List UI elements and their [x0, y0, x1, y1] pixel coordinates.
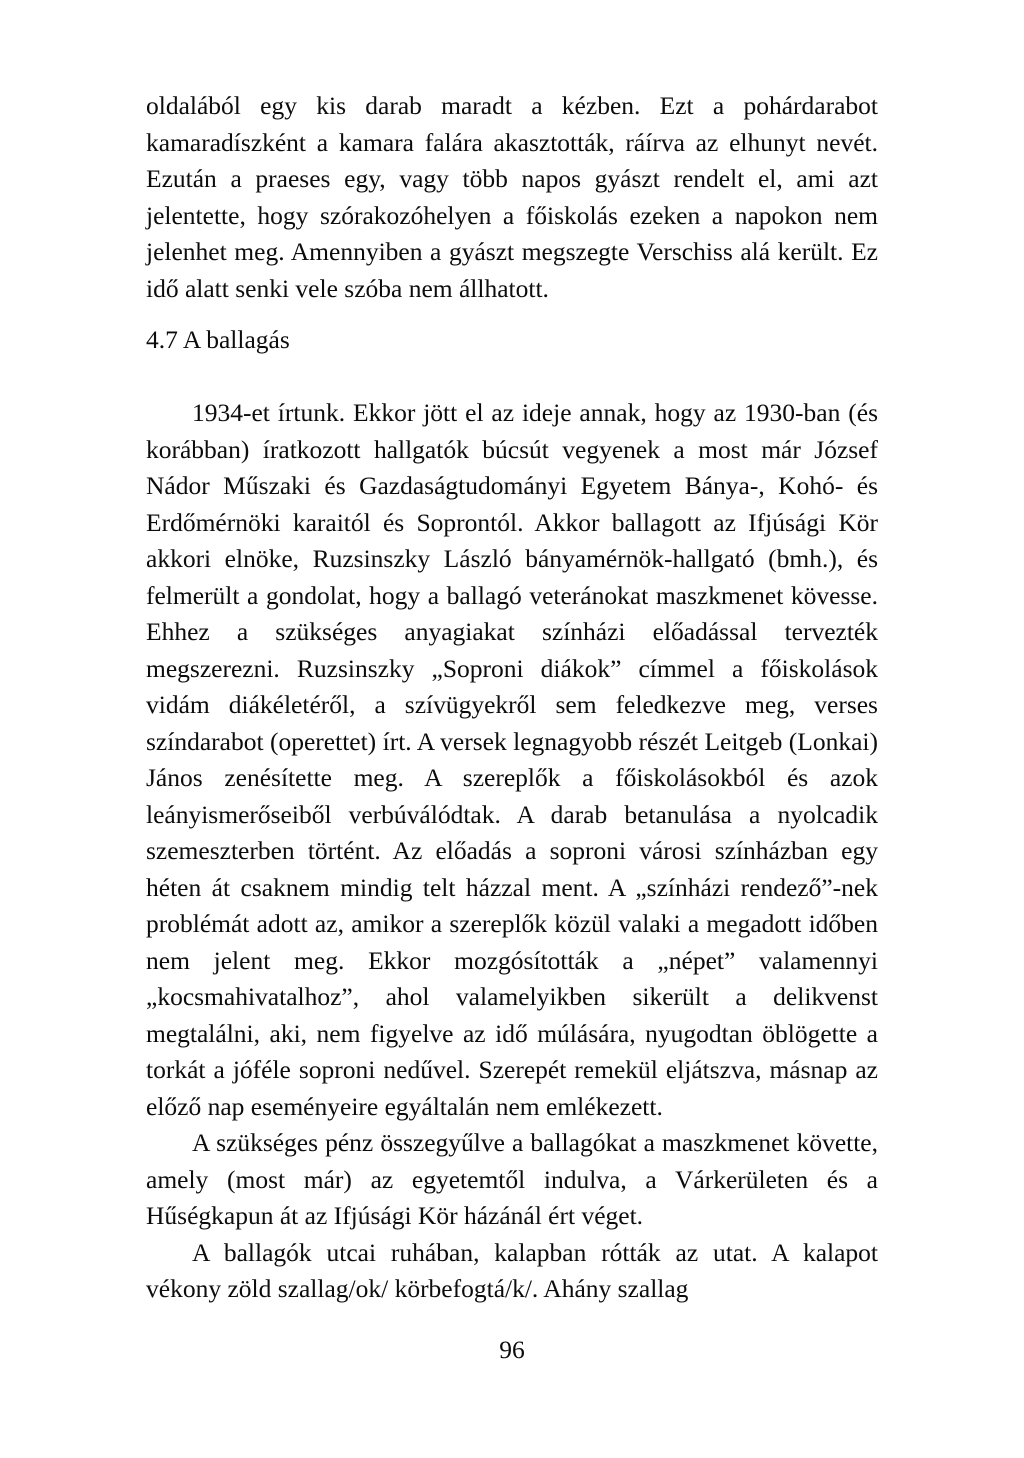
section-heading: 4.7 A ballagás [146, 325, 290, 354]
body-paragraph: A ballagók utcai ruhában, kalapban rótták az utat. A kalapot vékony zöld szallag/ok/ körbefogtá/k/. Ahány szallag [146, 1237, 878, 1303]
page-number: 96 [499, 1335, 525, 1364]
section-body [146, 395, 878, 1308]
intro-paragraph-block [146, 88, 878, 307]
body-paragraph: A szükséges pénz összegyűlve a ballagókat a maszkmenet követte, amely (most már) az egyetemtől indulva, a Várkerületen és a Hűségkapun át az Ifjúsági Kör házánál ért véget. [146, 1128, 878, 1230]
intro-paragraph: oldalából egy kis darab maradt a kézben. Ezt a pohárdarabot kamaradíszként a kamara falára akasztották, ráírva az elhunyt nevét. Ezután a praeses egy, vagy több napos gyászt rendelt el, ami azt jelentette, hogy szórakozóhelyen a főiskolás ezeken a napokon nem jelenhet meg. Amennyiben a gyászt megszegte Verschiss alá került. Ez idő alatt senki vele szóba nem állhatott. [146, 91, 878, 303]
body-paragraph: 1934-et írtunk. Ekkor jött el az ideje annak, hogy az 1930-ban (és korábban) íratkozott hallgatók búcsút vegyenek a most már József Nádor Műszaki és Gazdaságtudományi Egyetem Bánya-, Kohó- és Erdőmérnöki karaitól és Soprontól. Akkor ballagott az Ifjúsági Kör akkori elnöke, Ruzsinszky László bányamérnök-hallgató (bmh.), és felmerült a gondolat, hogy a ballagó veteránokat maszkmenet kövesse. Ehhez a szükséges anyagiakat színházi előadással tervezték megszerezni. Ruzsinszky „Soproni diákok” címmel a főiskolások vidám diákéletéről, a szívügyekről sem feledkezve meg, verses színdarabot (operettet) írt. A versek legnagyobb részét Leitgeb (Lonkai) János zenésítette meg. A szereplők a főiskolásokból és azok leányismerőseiből verbúválódtak. A darab betanulása a nyolcadik szemeszterben történt. Az előadás a soproni városi színházban egy héten át csaknem mindig telt házzal ment. A „színházi rendező”-nek problémát adott az, amikor a szereplők közül valaki a megadott időben nem jelent meg. Ekkor mozgósították a „népet” valamennyi „kocsmahivatalhoz”, ahol valamelyikben sikerült a delikvenst megtalálni, aki, nem figyelve az idő múlására, nyugodtan öblögette a torkát a jóféle soproni nedűvel. Szerepét remekül eljátszva, másnap az előző nap eseményeire egyáltalán nem emlékezett. [146, 398, 878, 1121]
